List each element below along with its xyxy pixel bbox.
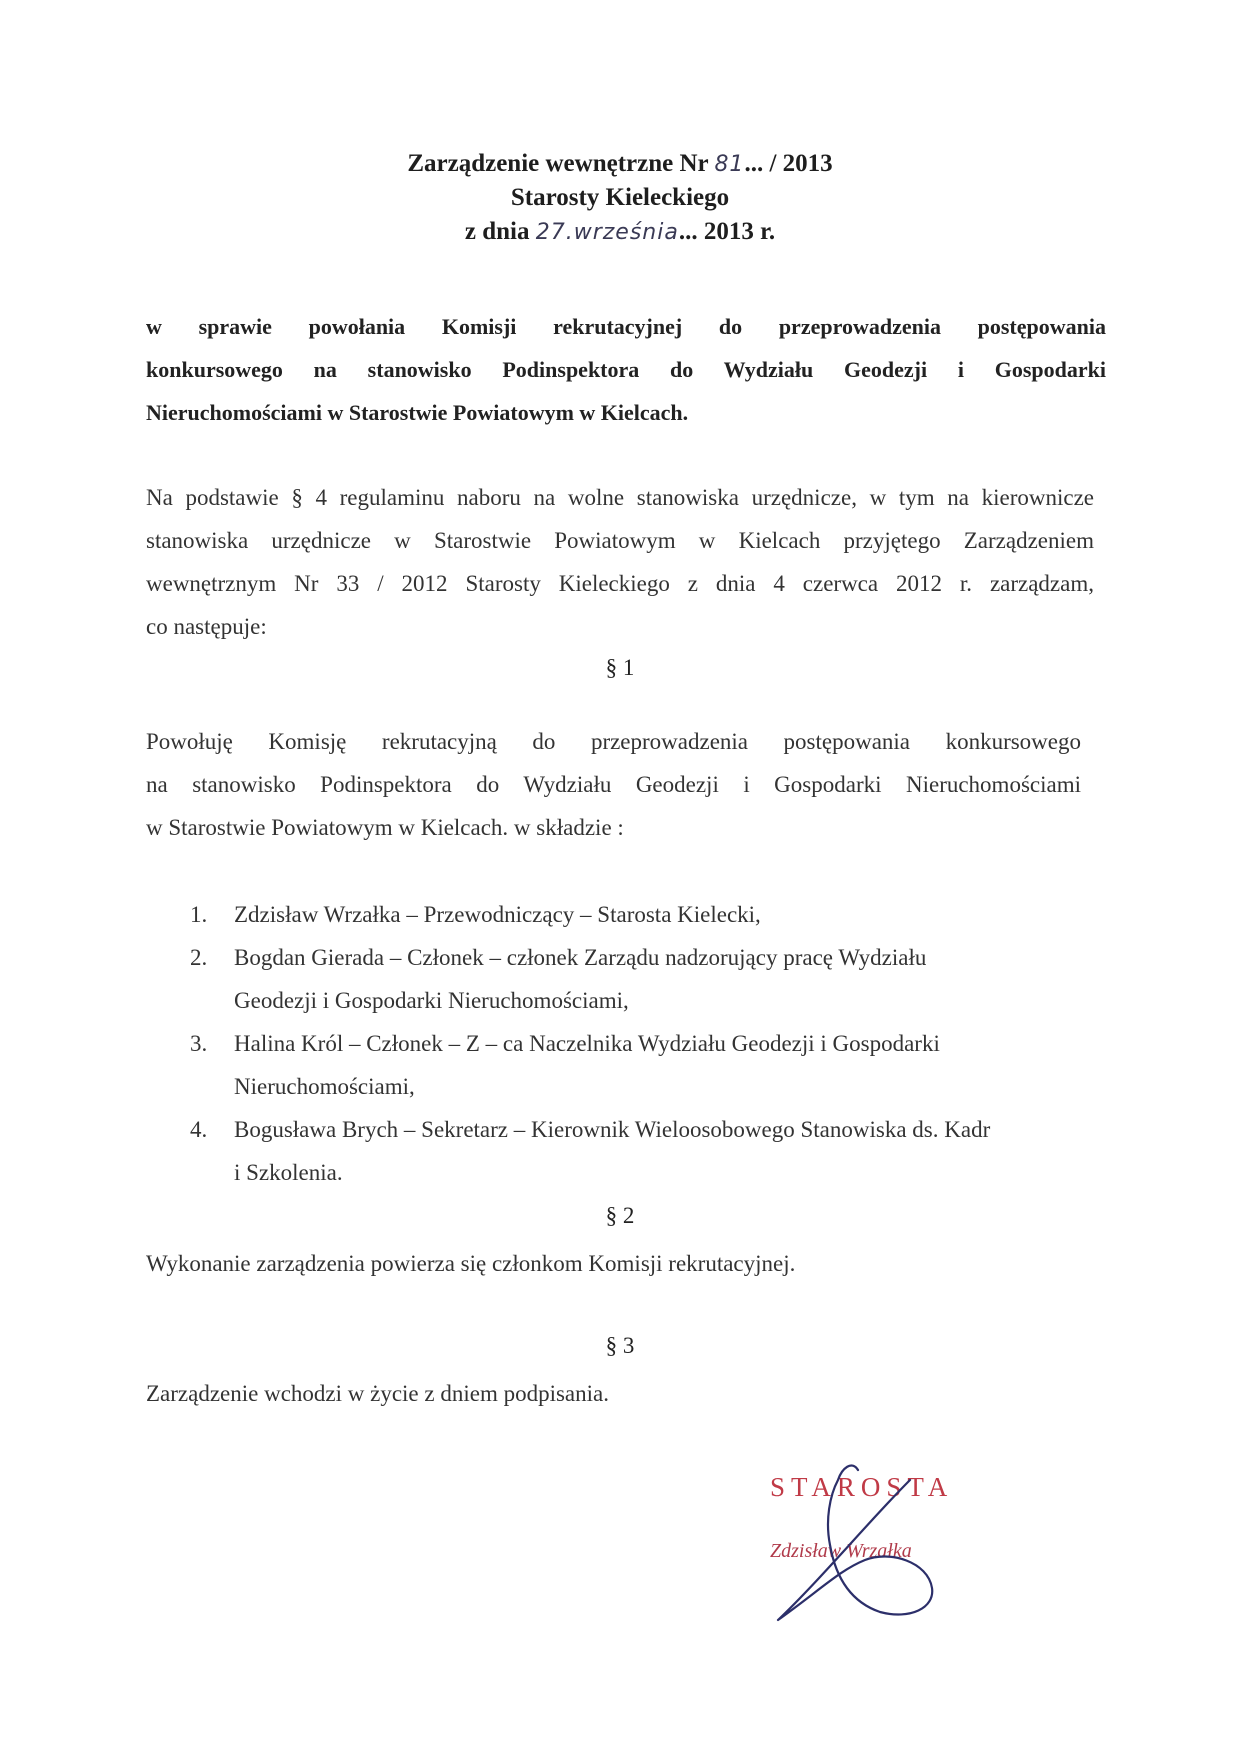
member-text-continued: Geodezji i Gospodarki Nieruchomościami, [234, 988, 629, 1013]
section-3-heading: § 3 [605, 1333, 635, 1358]
section-1-line: Powołuję Komisję rekrutacyjną do przeprowadzenia postępowania konkursowego [146, 729, 1081, 754]
official-stamp [760, 1450, 980, 1630]
member-text: Bogdan Gierada – Członek – członek Zarządu nadzorujący pracę Wydziału [234, 945, 927, 970]
preamble-line: stanowiska urzędnicze w Starostwie Powiatowym w Kielcach przyjętego Zarządzeniem [146, 528, 1094, 553]
member-text: Zdzisław Wrzałka – Przewodniczący – Starosta Kielecki, [234, 902, 761, 927]
section-1-paragraph [146, 720, 1081, 849]
document-title-line1: Zarządzenie wewnętrzne Nr 81... / 2013 [407, 150, 833, 177]
member-text: Halina Król – Członek – Z – ca Naczelnika Wydziału Geodezji i Gospodarki [234, 1031, 940, 1056]
section-1-line: w Starostwie Powiatowym w Kielcach. w składzie : [146, 815, 624, 840]
list-item [190, 936, 1090, 1022]
document-title-line2: Starosty Kieleckiego [510, 184, 730, 211]
section-1-heading: § 1 [605, 655, 635, 680]
signature-icon [760, 1450, 980, 1630]
subject-line: w sprawie powołania Komisji rekrutacyjnej do przeprowadzenia postępowania [146, 314, 1106, 339]
document-subject [146, 305, 1106, 434]
section-3-text: Zarządzenie wchodzi w życie z dniem podpisania. [146, 1381, 609, 1406]
stamp-title: STAROSTA [770, 1472, 954, 1502]
section-1-line: na stanowisko Podinspektora do Wydziału Geodezji i Gospodarki Nieruchomościami [146, 772, 1081, 797]
member-text: Bogusława Brych – Sekretarz – Kierownik Wieloosobowego Stanowiska ds. Kadr [234, 1117, 991, 1142]
list-number: 4. [190, 1117, 208, 1142]
handwritten-date: 27.września [535, 220, 679, 245]
preamble-line: wewnętrznym Nr 33 / 2012 Starosty Kieleckiego z dnia 4 czerwca 2012 r. zarządzam, [146, 571, 1094, 596]
list-number: 2. [190, 945, 208, 970]
list-item [190, 1108, 1090, 1194]
member-text-continued: i Szkolenia. [234, 1160, 343, 1185]
section-2-heading: § 2 [605, 1203, 635, 1228]
preamble-line: Na podstawie § 4 regulaminu naboru na wolne stanowiska urzędnicze, w tym na kierownicze [146, 485, 1094, 510]
commission-members-list [190, 893, 1090, 1194]
preamble-line: co następuje: [146, 614, 267, 639]
stamp-name: Zdzisław Wrzałka [770, 1540, 912, 1562]
list-number: 3. [190, 1031, 208, 1056]
list-number: 1. [190, 902, 208, 927]
section-2-text: Wykonanie zarządzenia powierza się członkom Komisji rekrutacyjnej. [146, 1251, 796, 1276]
list-item [190, 893, 1090, 936]
document-date-line: z dnia 27.września... 2013 r. [464, 218, 776, 245]
subject-line: Nieruchomościami w Starostwie Powiatowym w Kielcach. [146, 400, 689, 425]
member-text-continued: Nieruchomościami, [234, 1074, 415, 1099]
handwritten-number: 81 [714, 152, 745, 177]
preamble-paragraph [146, 476, 1094, 648]
list-item [190, 1022, 1090, 1108]
subject-line: konkursowego na stanowisko Podinspektora do Wydziału Geodezji i Gospodarki [146, 357, 1106, 382]
